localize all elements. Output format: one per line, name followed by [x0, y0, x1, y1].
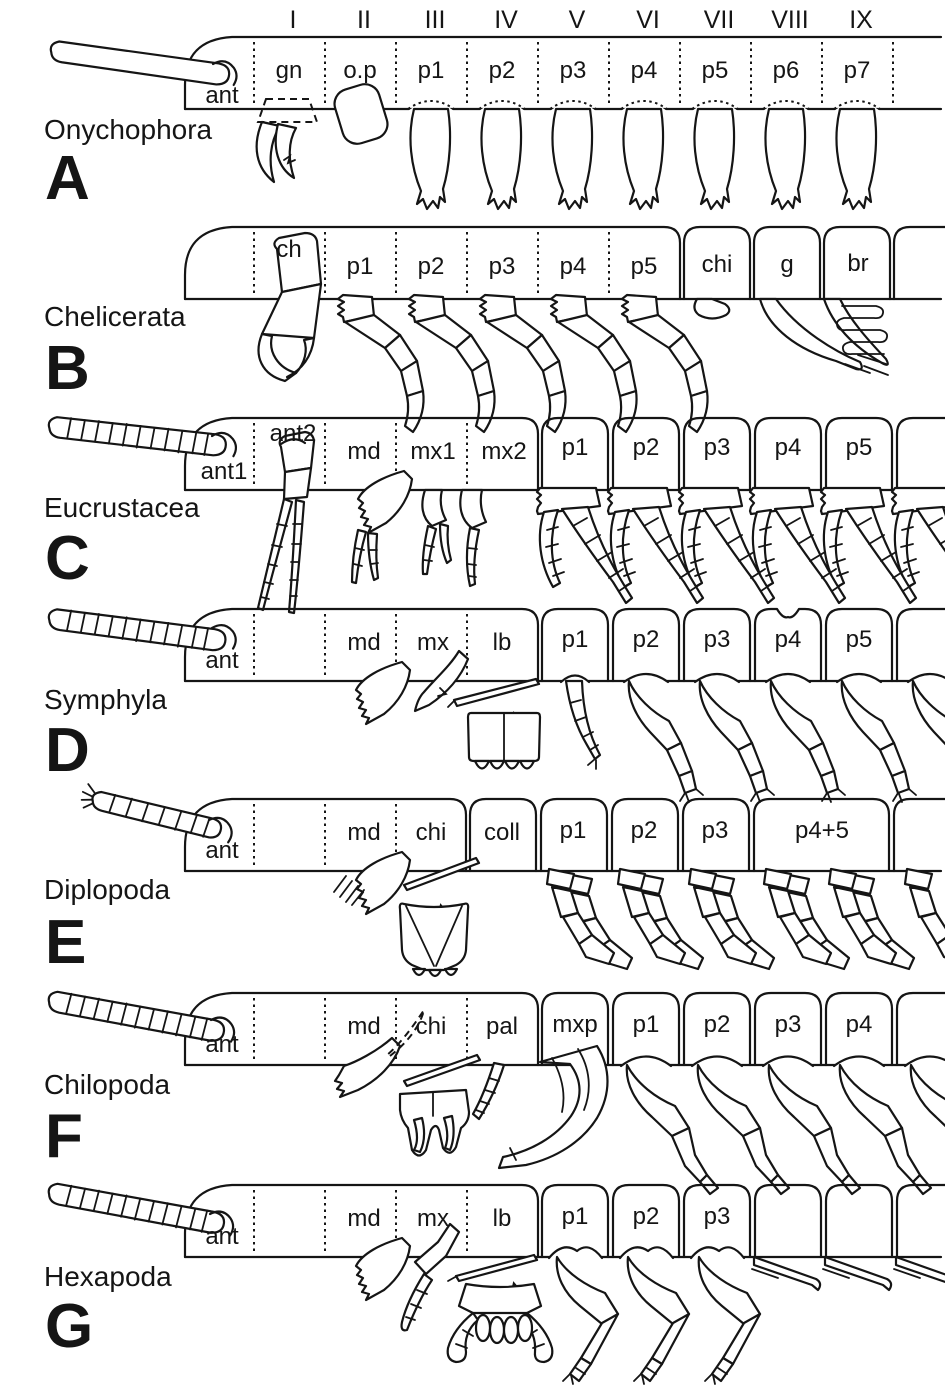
segment-label: p4 — [630, 57, 658, 84]
segment-label: ch — [276, 236, 302, 263]
segment-label: ant2 — [269, 420, 317, 447]
segment-label: chi — [701, 251, 733, 278]
maxilla1 — [422, 490, 451, 574]
symphyla-legs — [561, 674, 945, 802]
segment-label: p3 — [488, 253, 516, 280]
segment-label: p2 — [703, 1011, 731, 1038]
segment-label: p5 — [845, 434, 873, 461]
column-numeral: VIII — [771, 6, 809, 34]
segment-label: p2 — [488, 57, 516, 84]
segment-label: p4 — [845, 1011, 873, 1038]
segment-label: p4 — [774, 626, 802, 653]
column-numeral: III — [424, 6, 446, 34]
segment-label: p4 — [559, 253, 587, 280]
antenna1 — [47, 411, 227, 461]
labium-detached — [448, 1284, 553, 1362]
column-numeral: V — [568, 6, 586, 34]
segment-label: chi — [415, 1013, 447, 1040]
segment-label: md — [347, 1205, 381, 1232]
chelicerata-legs — [338, 295, 708, 432]
segment-label: lb — [492, 629, 512, 656]
taxon-name: Eucrustacea — [44, 492, 200, 523]
antenna-label: ant — [205, 647, 239, 674]
eucrustacea-limbs — [537, 488, 945, 603]
segment-label: mx — [417, 1205, 449, 1232]
gnathochilarium-detached — [400, 904, 468, 976]
panel-letter: E — [45, 908, 87, 977]
segment-label: md — [347, 629, 381, 656]
segment-label: p3 — [703, 1203, 731, 1230]
maxilla2 — [460, 490, 486, 586]
onychophora-jaw — [257, 99, 317, 182]
maxilla — [402, 1224, 459, 1330]
segment-label: mxp — [552, 1011, 598, 1038]
segment-label: p2 — [632, 626, 660, 653]
segment-label: p4 — [774, 434, 802, 461]
column-numeral: IV — [494, 6, 518, 34]
segment-label: p3 — [703, 626, 731, 653]
segment-label: o.p — [343, 57, 377, 84]
diplopoda-leg-pairs — [547, 869, 945, 969]
segment-label: pal — [485, 1013, 519, 1040]
segment-label: g — [780, 251, 794, 278]
segment-label: p2 — [632, 434, 660, 461]
labium-detached — [468, 713, 540, 769]
segment-label: p3 — [774, 1011, 802, 1038]
taxon-name: Hexapoda — [44, 1261, 172, 1292]
segment-label: p1 — [417, 57, 445, 84]
segment-label: p3 — [701, 817, 729, 844]
segment-label: gn — [275, 57, 303, 84]
hexapoda-legs — [549, 1247, 760, 1384]
panel-letter: A — [45, 144, 90, 213]
taxon-name: Diplopoda — [44, 874, 171, 905]
antenna-label: ant — [205, 1223, 239, 1250]
maxilla2-palp — [473, 1063, 504, 1119]
segment-label: lb — [492, 1205, 512, 1232]
segment-label: p3 — [703, 434, 731, 461]
segment-label: mx — [417, 629, 449, 656]
panel-letter: F — [45, 1102, 83, 1171]
antenna-label: ant — [205, 1031, 239, 1058]
gnathochilarium-in-situ — [404, 858, 479, 890]
antenna-label: ant1 — [200, 458, 248, 485]
column-numeral: I — [289, 6, 297, 34]
antenna-label: ant — [205, 82, 239, 109]
column-numeral: VII — [703, 6, 735, 34]
panel-letter: D — [45, 716, 90, 785]
segment-label: chi — [415, 819, 447, 846]
chilarium — [694, 299, 729, 319]
taxon-name: Onychophora — [44, 114, 213, 145]
labium-in-situ — [448, 1255, 537, 1281]
segment-label: p7 — [843, 57, 871, 84]
labium-in-situ — [448, 679, 539, 707]
segment-label: mx2 — [481, 438, 527, 465]
maxilla1-in-situ — [404, 1055, 480, 1086]
mandible — [356, 662, 410, 724]
row-e-drawing — [79, 782, 945, 976]
mandible — [356, 1238, 410, 1300]
mandible — [334, 852, 410, 914]
panel-letter: C — [45, 524, 90, 593]
segment-label: p2 — [630, 817, 658, 844]
segment-label: p4+5 — [794, 817, 850, 844]
segment-label: md — [347, 819, 381, 846]
onychophora-legs — [408, 101, 880, 209]
taxon-name: Symphyla — [44, 684, 167, 715]
segment-label: p1 — [346, 253, 374, 280]
segment-label: md — [347, 1013, 381, 1040]
mandible — [352, 471, 412, 583]
column-numeral: IX — [849, 6, 873, 34]
maxilla1-detached — [400, 1090, 469, 1156]
segment-label: coll — [483, 819, 520, 846]
panel-letter: B — [45, 334, 90, 403]
chilopoda-legs — [621, 1057, 945, 1195]
segment-label: p6 — [772, 57, 800, 84]
segment-label: p2 — [417, 253, 445, 280]
segment-label: p2 — [632, 1203, 660, 1230]
segment-label: br — [847, 250, 869, 277]
segment-label: p5 — [845, 626, 873, 653]
onychophora-slime-papilla — [331, 80, 391, 147]
segment-label: p1 — [632, 1011, 660, 1038]
antenna-label: ant — [205, 837, 239, 864]
segment-label: p5 — [630, 253, 658, 280]
segment-label: p3 — [559, 57, 587, 84]
panel-letter: G — [45, 1292, 94, 1361]
segment-label: p1 — [561, 1203, 589, 1230]
segment-label: p1 — [561, 626, 589, 653]
column-numeral: VI — [636, 6, 660, 34]
segment-label: p5 — [701, 57, 729, 84]
column-numeral: II — [357, 6, 371, 34]
segment-label: p1 — [561, 434, 589, 461]
segment-label: p1 — [559, 817, 587, 844]
segment-label: md — [347, 438, 381, 465]
segment-label: mx1 — [410, 438, 456, 465]
abdominal-limb-rudiments — [752, 1257, 945, 1290]
taxon-name: Chelicerata — [44, 301, 186, 332]
taxon-name: Chilopoda — [44, 1069, 171, 1100]
